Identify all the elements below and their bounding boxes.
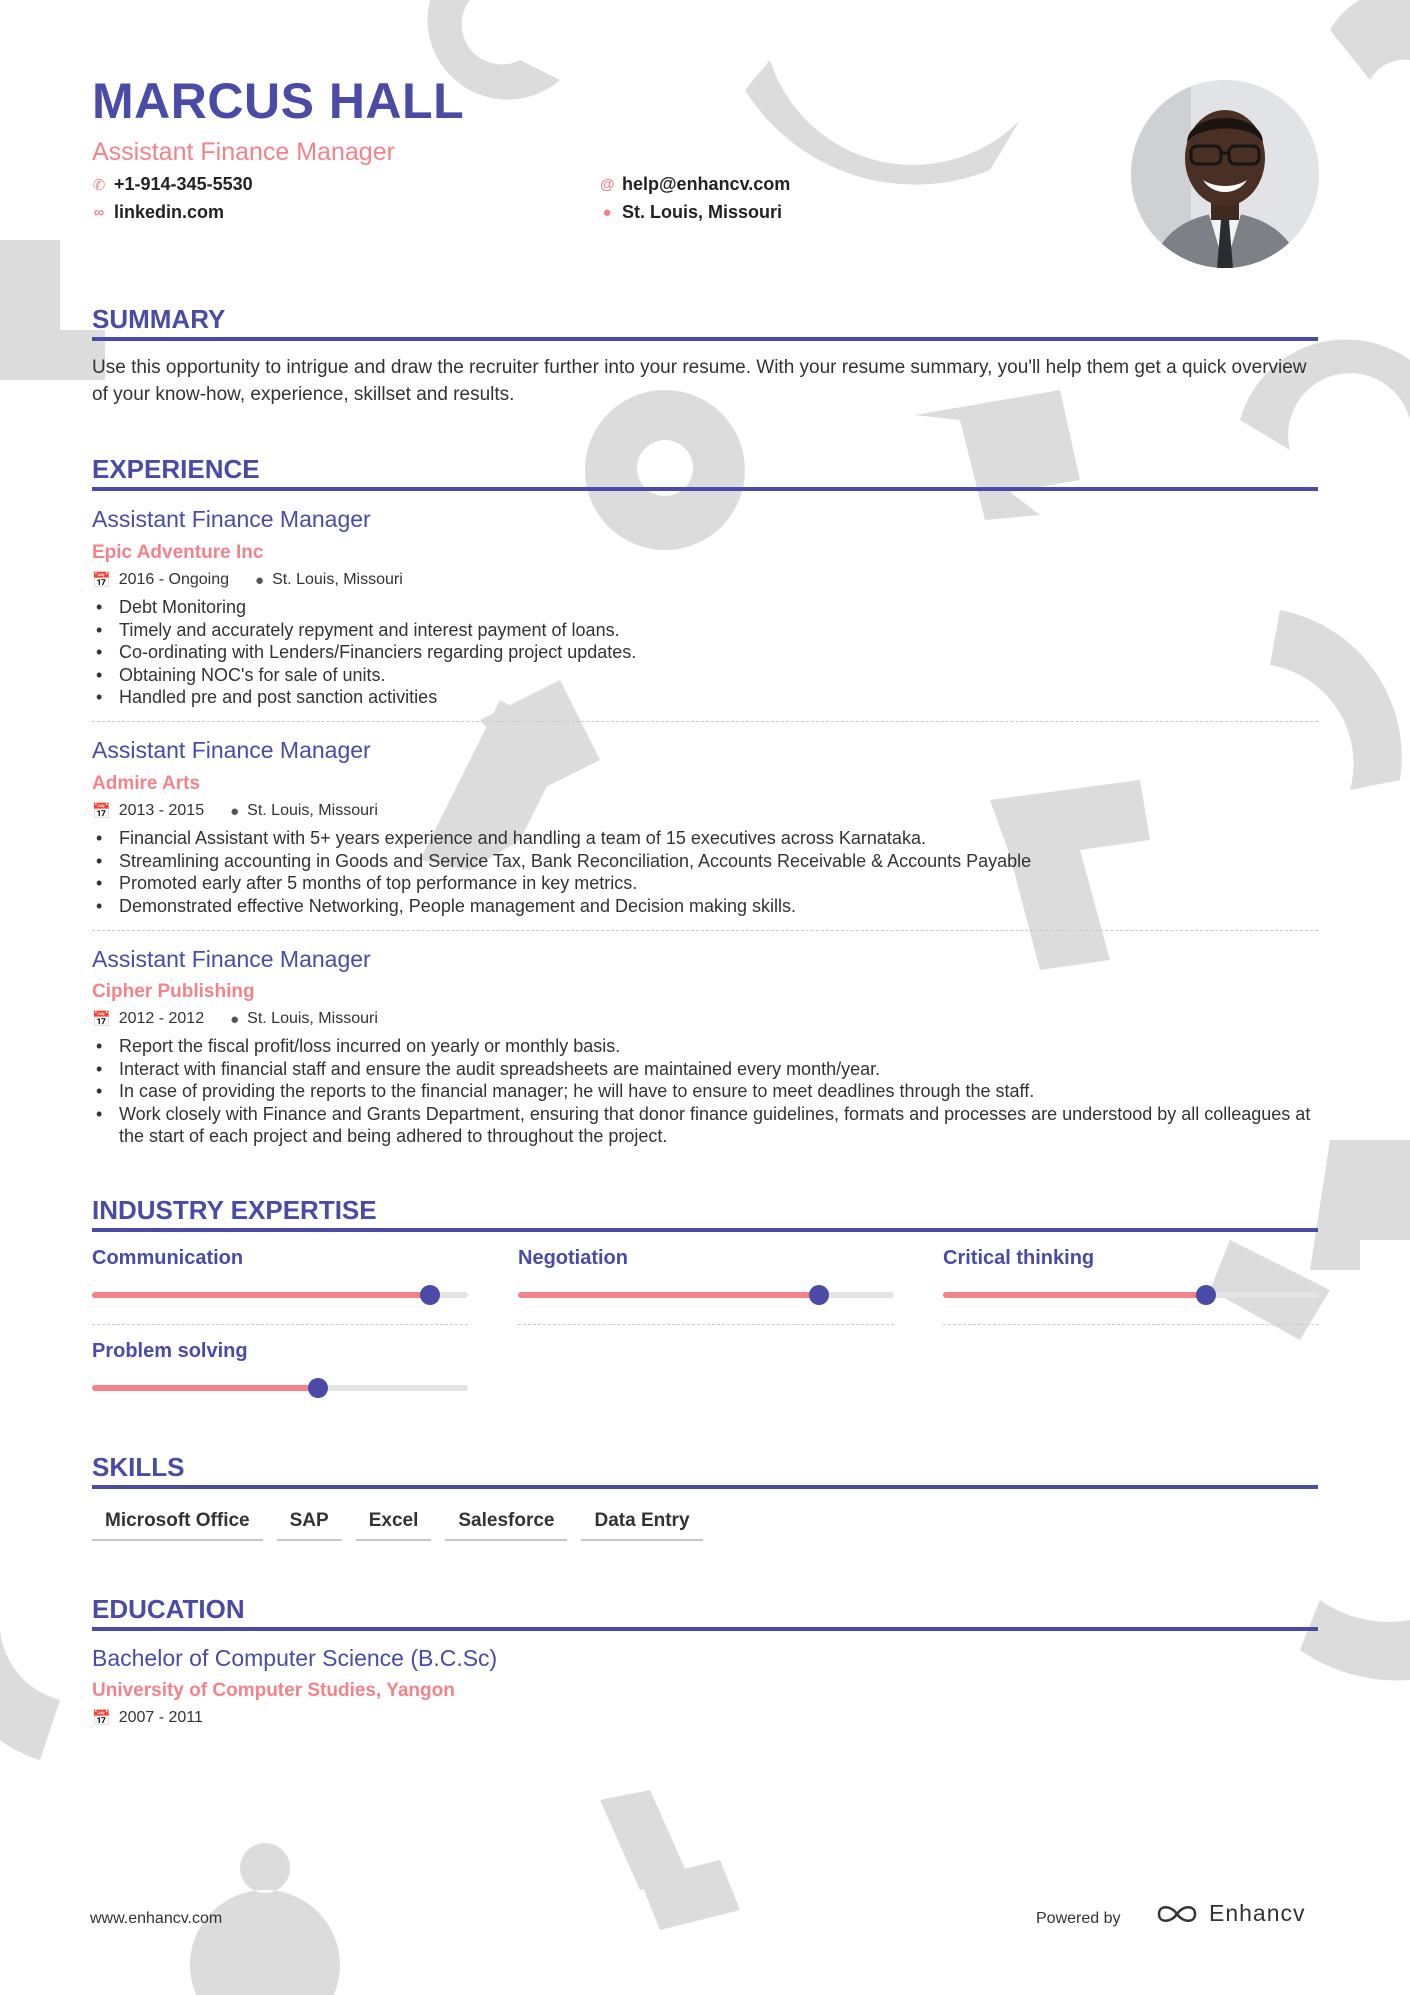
divider	[92, 721, 1318, 722]
expertise-knob[interactable]	[809, 1285, 829, 1305]
job-bullets	[92, 596, 1318, 709]
brand-name: Enhancv	[1209, 1900, 1306, 1926]
skill-tag: SAP	[277, 1510, 342, 1541]
divider	[92, 930, 1318, 931]
skills-title: SKILLS	[92, 1452, 185, 1482]
education-rule	[92, 1627, 1318, 1631]
education-school: University of Computer Studies, Yangon	[92, 1680, 455, 1701]
expertise-item	[92, 1340, 468, 1391]
expertise-item	[518, 1247, 894, 1325]
expertise-track	[92, 1292, 468, 1298]
powered-by-text: Powered by	[1036, 1910, 1121, 1927]
location-contact	[600, 202, 782, 223]
job-dates: 2012 - 2012	[118, 1010, 205, 1027]
map-pin-icon: ●	[230, 1010, 240, 1028]
job-location: St. Louis, Missouri	[247, 802, 378, 819]
summary-title: SUMMARY	[92, 304, 226, 334]
map-pin-icon: ●	[230, 802, 240, 820]
expertise-fill	[518, 1292, 819, 1298]
list-item: • Demonstrated effective Networking, People management and Decision making skills.	[92, 895, 1318, 918]
list-item: • Timely and accurately repyment and interest payment of loans.	[92, 619, 1318, 642]
company-name: Epic Adventure Inc	[92, 542, 264, 563]
expertise-fill	[92, 1292, 430, 1298]
at-icon: @	[600, 176, 615, 193]
link-contact[interactable]	[92, 202, 224, 223]
calendar-icon: 📅	[92, 803, 111, 820]
job-bullets	[92, 827, 1318, 917]
list-item: • Streamlining accounting in Goods and Service Tax, Bank Reconciliation, Accounts Receivable & Accounts Payable	[92, 850, 1318, 873]
brand-logo[interactable]	[1155, 1900, 1306, 1927]
candidate-name: MARCUS HALL	[92, 73, 465, 129]
company-name: Cipher Publishing	[92, 981, 255, 1002]
list-item: • Handled pre and post sanction activities	[92, 686, 1318, 709]
list-item: • Interact with financial staff and ensure the audit spreadsheets are maintained every month/year.	[92, 1058, 1318, 1081]
map-pin-icon: ●	[602, 204, 612, 221]
email-text: help@enhancv.com	[622, 174, 791, 194]
job-title: Assistant Finance Manager	[92, 737, 371, 763]
location-text: St. Louis, Missouri	[622, 202, 783, 222]
list-item: • In case of providing the reports to the financial manager; he will have to ensure to meet deadlines through the staff.	[92, 1080, 1318, 1103]
job-title: Assistant Finance Manager	[92, 506, 371, 532]
experience-title: EXPERIENCE	[92, 454, 260, 484]
expertise-rule	[92, 1228, 1318, 1232]
list-item: • Report the fiscal profit/loss incurred on yearly or monthly basis.	[92, 1035, 1318, 1058]
list-item: • Work closely with Finance and Grants Department, ensuring that donor finance guidelines, formats and processes are understood by all colleagues at the start of each project and being adhered to throughout the project.	[92, 1103, 1318, 1148]
profile-photo	[1131, 80, 1319, 268]
expertise-track	[92, 1385, 468, 1391]
skill-tag: Excel	[356, 1510, 432, 1541]
expertise-name: Negotiation	[518, 1247, 628, 1269]
experience-rule	[92, 487, 1318, 491]
company-name: Admire Arts	[92, 773, 201, 794]
calendar-icon: 📅	[92, 572, 111, 589]
expertise-fill	[943, 1292, 1206, 1298]
list-item: • Obtaining NOC's for sale of units.	[92, 664, 1318, 687]
job-location: St. Louis, Missouri	[272, 571, 403, 588]
skill-tag: Microsoft Office	[92, 1510, 263, 1541]
job-meta	[92, 802, 378, 820]
skills-rule	[92, 1485, 1318, 1489]
job-location: St. Louis, Missouri	[247, 1010, 378, 1027]
expertise-item	[943, 1247, 1319, 1325]
skill-tag: Data Entry	[581, 1510, 702, 1541]
phone-icon: ✆	[92, 176, 106, 194]
expertise-name: Problem solving	[92, 1340, 248, 1362]
education-degree: Bachelor of Computer Science (B.C.Sc)	[92, 1645, 498, 1671]
summary-rule	[92, 337, 1318, 341]
avatar	[1131, 80, 1319, 268]
education-title: EDUCATION	[92, 1594, 245, 1624]
expertise-title: INDUSTRY EXPERTISE	[92, 1195, 377, 1225]
skills-list	[92, 1510, 703, 1541]
expertise-knob[interactable]	[420, 1285, 440, 1305]
job-dates: 2013 - 2015	[118, 802, 205, 819]
job-meta	[92, 1010, 378, 1028]
list-item: • Financial Assistant with 5+ years experience and handling a team of 15 executives across Karnataka.	[92, 827, 1318, 850]
footer-url[interactable]: www.enhancv.com	[90, 1910, 223, 1927]
education-meta	[92, 1709, 203, 1727]
education-dates: 2007 - 2011	[118, 1709, 203, 1726]
expertise-knob[interactable]	[1196, 1285, 1216, 1305]
skill-tag: Salesforce	[445, 1510, 567, 1541]
divider	[943, 1324, 1319, 1325]
divider	[518, 1324, 894, 1325]
job-dates: 2016 - Ongoing	[118, 571, 229, 588]
enhancv-logo-icon	[1155, 1901, 1201, 1927]
summary-text: Use this opportunity to intrigue and draw the recruiter further into your resume. With your resume summary, you'll help them get a quick overview of your know-how, experience, skillset and results.	[92, 357, 1307, 405]
job-meta	[92, 571, 403, 589]
divider	[92, 1324, 468, 1325]
expertise-track	[943, 1292, 1319, 1298]
list-item: • Co-ordinating with Lenders/Financiers regarding project updates.	[92, 641, 1318, 664]
map-pin-icon: ●	[255, 571, 265, 589]
calendar-icon: 📅	[92, 1011, 111, 1028]
link-text: linkedin.com	[114, 202, 225, 222]
job-title: Assistant Finance Manager	[92, 946, 371, 972]
expertise-name: Critical thinking	[943, 1247, 1095, 1269]
email-contact[interactable]	[600, 174, 790, 195]
expertise-fill	[92, 1385, 318, 1391]
phone-text: +1-914-345-5530	[114, 174, 253, 194]
expertise-knob[interactable]	[308, 1378, 328, 1398]
list-item: • Promoted early after 5 months of top performance in key metrics.	[92, 872, 1318, 895]
calendar-icon: 📅	[92, 1710, 111, 1727]
expertise-item	[92, 1247, 468, 1325]
expertise-track	[518, 1292, 894, 1298]
link-icon: ∞	[93, 204, 105, 221]
job-bullets	[92, 1035, 1318, 1148]
candidate-role: Assistant Finance Manager	[92, 138, 395, 166]
list-item: • Debt Monitoring	[92, 596, 1318, 619]
expertise-name: Communication	[92, 1247, 244, 1269]
phone-contact[interactable]	[92, 174, 253, 195]
